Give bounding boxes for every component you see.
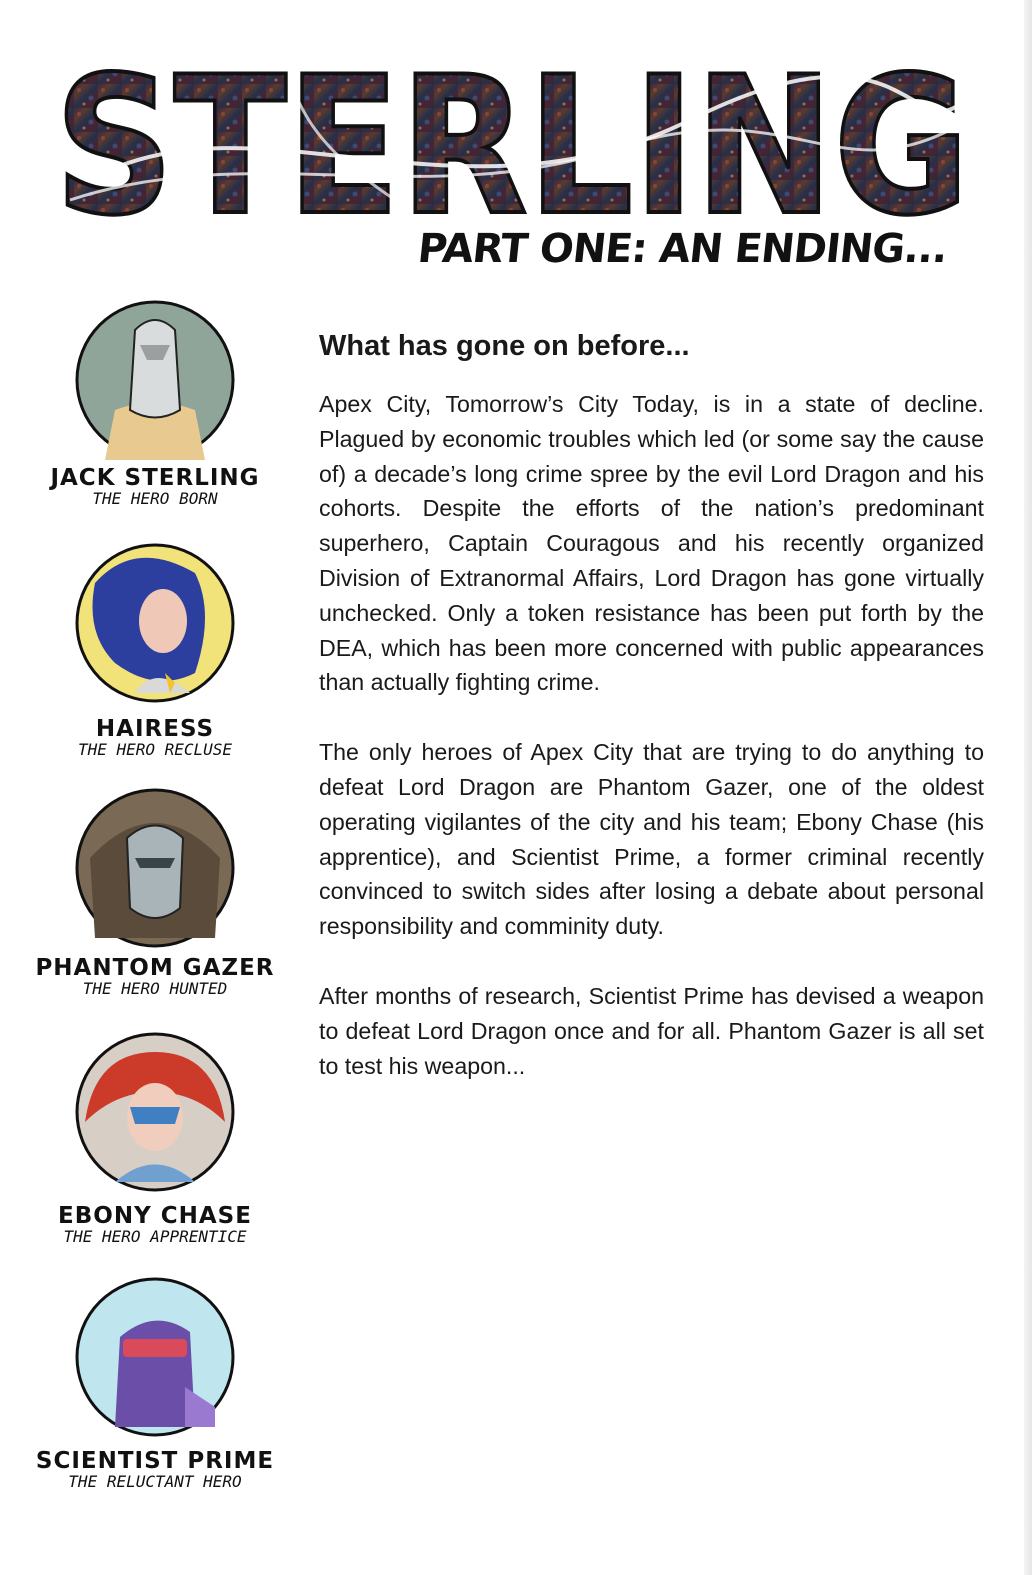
character-role: THE HERO RECLUSE <box>77 740 233 759</box>
title-logo <box>50 60 975 225</box>
character-card-hairess <box>30 543 280 759</box>
character-card-phantom-gazer <box>30 788 280 998</box>
recap-section <box>319 330 984 1118</box>
character-role: THE RELUCTANT HERO <box>68 1472 242 1491</box>
recap-paragraph: Apex City, Tomorrow’s City Today, is in a state of decline. Plagued by economic troubles which led (or some say the cause of) a decade’s long crime spree by the evil Lord Dragon and his cohorts. Despite the efforts of the nation’s predominant superhero, Captain Couragous and his recently organized Division of Extranormal Affairs, Lord Dragon has gone virtually unchecked. Only a token resistance has been put forth by the DEA, which has been more concerned with public appearances than actually fighting crime. <box>319 391 984 696</box>
masked-hero-portrait-icon <box>75 300 235 460</box>
character-card-jack-sterling <box>30 300 280 508</box>
character-role: THE HERO APPRENTICE <box>63 1227 247 1246</box>
character-name: EBONY CHASE <box>58 1203 252 1229</box>
character-name: HAIRESS <box>95 716 215 742</box>
subtitle: PART ONE: AN ENDING... <box>415 226 950 272</box>
character-card-scientist-prime <box>30 1277 280 1491</box>
character-card-ebony-chase <box>30 1032 280 1246</box>
helmeted-vigilante-portrait-icon <box>75 788 235 948</box>
title-text: STERLING <box>54 60 970 225</box>
recap-heading: What has gone on before... <box>319 330 690 362</box>
character-name: SCIENTIST PRIME <box>35 1448 275 1474</box>
character-role: THE HERO BORN <box>92 489 218 508</box>
character-name: JACK STERLING <box>50 465 260 491</box>
purple-scientist-portrait-icon <box>75 1277 235 1437</box>
page-edge <box>1024 0 1032 1575</box>
title-logo-art <box>50 60 975 225</box>
character-name: PHANTOM GAZER <box>35 955 275 981</box>
recap-paragraph: After months of research, Scientist Prime has devised a weapon to defeat Lord Dragon once and for all. Phantom Gazer is all set to test his weapon... <box>319 982 984 1079</box>
blue-haired-heroine-portrait-icon <box>75 543 235 703</box>
red-haired-apprentice-portrait-icon <box>75 1032 235 1192</box>
recap-paragraph: The only heroes of Apex City that are trying to do anything to defeat Lord Dragon are Phantom Gazer, one of the oldest operating vigilantes of the city and his team; Ebony Chase (his apprentice), and Scientist Prime, a former criminal recently convinced to switch sides after losing a debate about personal responsibility and comminity duty. <box>319 739 984 940</box>
character-role: THE HERO HUNTED <box>82 979 228 998</box>
